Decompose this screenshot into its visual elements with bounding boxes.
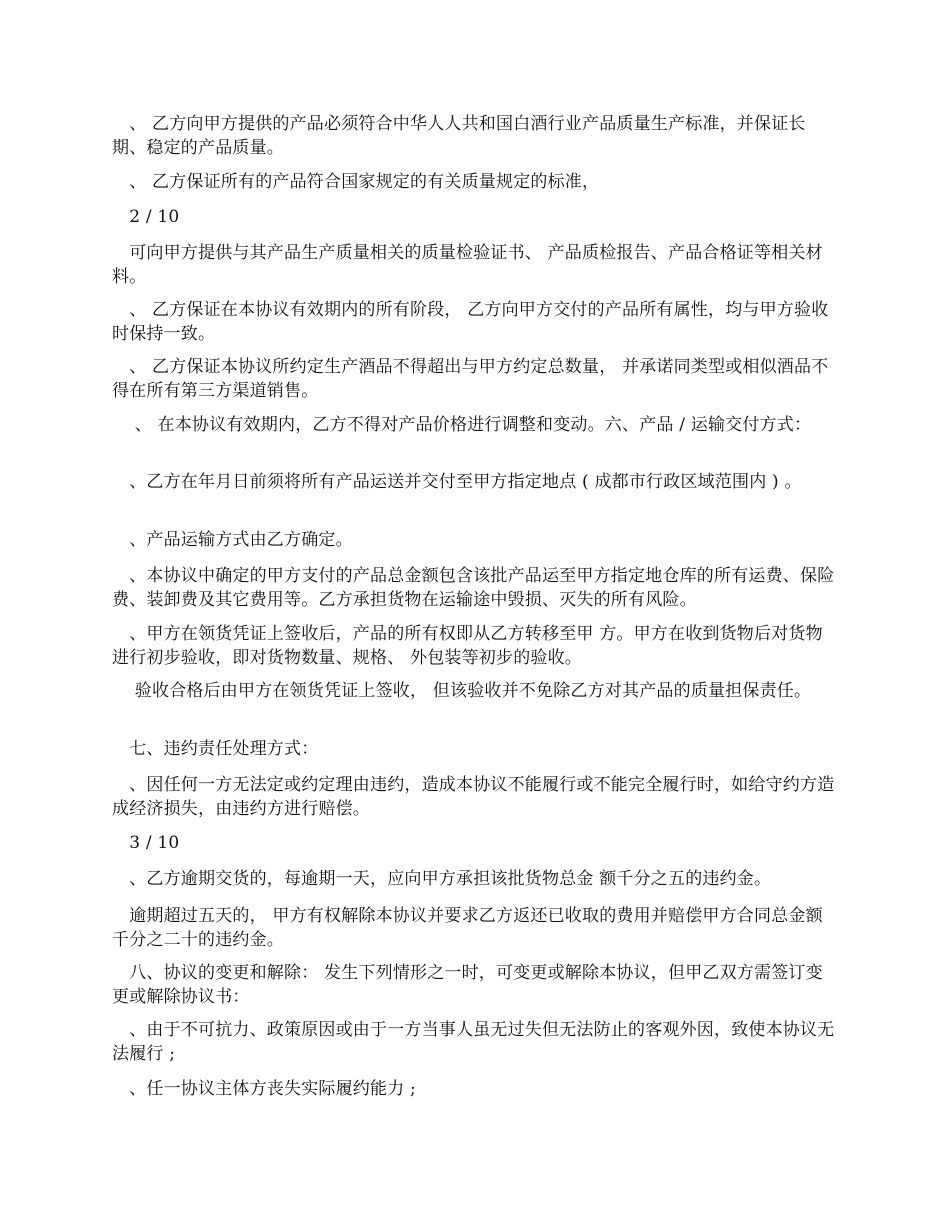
section-heading-amendment: 八、协议的变更和解除： 发生下列情形之一时，可变更或解除本协议，但甲乙双方需签订变更或解除协议书： — [112, 963, 823, 1007]
paragraph-certificates: 可向甲方提供与其产品生产质量相关的质量检验证书、 产品质检报告、产品合格证等相关材料。 — [112, 243, 823, 287]
paragraph-breach-compensation: 、因任何一方无法定或约定理由违约，造成本协议不能履行或不能完全履行时，如给守约方造成经济损失，由违约方进行赔偿。 — [112, 775, 835, 819]
section-heading-breach: 七、违约责任处理方式： — [112, 739, 319, 759]
paragraph-product-standard: 、 乙方向甲方提供的产品必须符合中华人人共和国白酒行业产品质量生产标准，并保证长期、稳定的产品质量。 — [112, 114, 806, 158]
page-number: 2 / 10 — [112, 207, 180, 227]
paragraph-consistency: 、 乙方保证在本协议有效期内的所有阶段， 乙方向甲方交付的产品所有属性，均与甲方验收时保持一致。 — [112, 300, 829, 344]
paragraph-total-amount: 、本协议中确定的甲方支付的产品总金额包含该批产品运至甲方指定地仓库的所有运费、保险费、装卸费及其它费用等。乙方承担货物在运输途中毁损、灭失的所有风险。 — [112, 566, 835, 610]
paragraph-termination-penalty: 逾期超过五天的， 甲方有权解除本协议并要求乙方返还已收取的费用并赔偿甲方合同总金额千分之二十的违约金。 — [112, 906, 823, 950]
paragraph-quality-guarantee: 、 乙方保证所有的产品符合国家规定的有关质量规定的标准， — [112, 172, 600, 192]
paragraph-transport-method: 、产品运输方式由乙方确定。 — [112, 530, 353, 550]
page-number: 3 / 10 — [112, 833, 180, 853]
paragraph-price-delivery: 、 在本协议有效期内，乙方不得对产品价格进行调整和变动。六、产品 / 运输交付方式： — [112, 415, 812, 435]
paragraph-quantity-limit: 、 乙方保证本协议所约定生产酒品不得超出与甲方约定总数量， 并承诺同类型或相似酒品不得在所有第三方渠道销售。 — [112, 357, 829, 401]
paragraph-acceptance: 验收合格后由甲方在领货凭证上签收， 但该验收并不免除乙方对其产品的质量担保责任。 — [112, 681, 812, 701]
paragraph-late-delivery: 、乙方逾期交货的，每逾期一天，应向甲方承担该批货物总金 额千分之五的违约金。 — [112, 869, 772, 889]
paragraph-incapacity: 、任一协议主体方丧失实际履约能力 ; — [112, 1079, 416, 1099]
paragraph-delivery-location: 、乙方在年月日前须将所有产品运送并交付至甲方指定地点 ( 成都市行政区域范围内 ) 。 — [112, 472, 802, 492]
paragraph-force-majeure: 、由于不可抗力、政策原因或由于一方当事人虽无过失但无法防止的客观外因，致使本协议无法履行 ; — [112, 1020, 835, 1064]
paragraph-ownership-transfer: 、甲方在领货凭证上签收后，产品的所有权即从乙方转移至甲 方。甲方在收到货物后对货物进行初步验收，即对货物数量、规格、 外包装等初步的验收。 — [112, 624, 823, 668]
